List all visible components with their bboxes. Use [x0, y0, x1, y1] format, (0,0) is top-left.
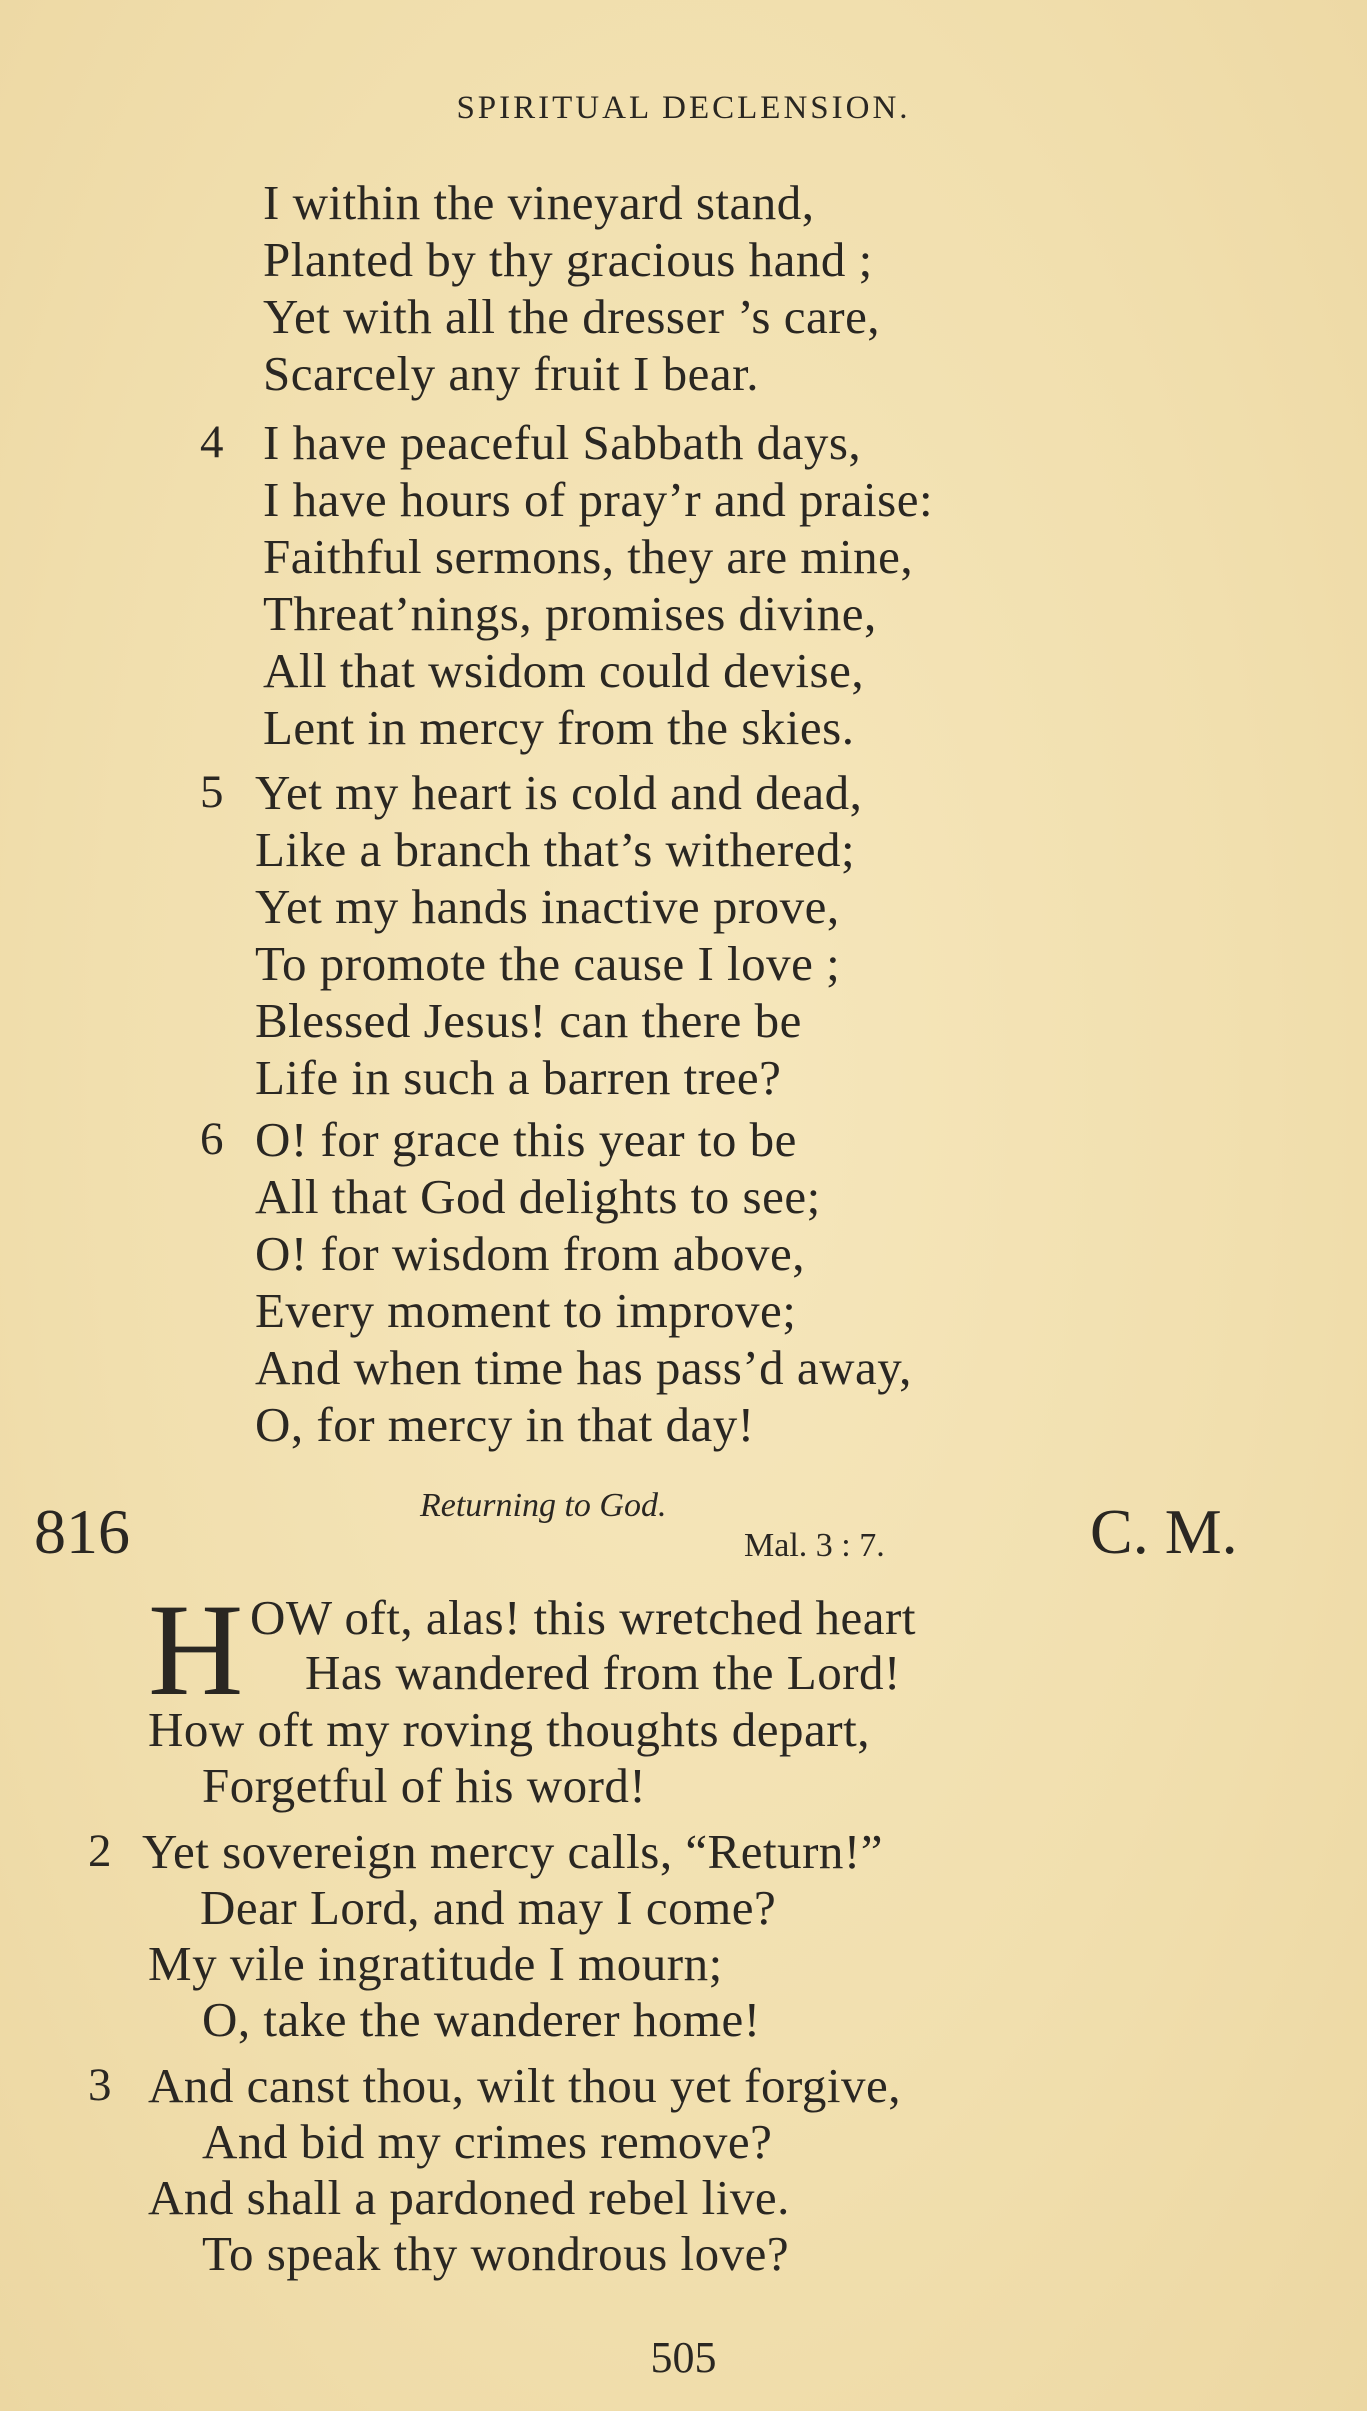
verse-line: And canst thou, wilt thou yet forgive, — [148, 2058, 901, 2113]
verse-line: O! for grace this year to be — [255, 1112, 797, 1167]
verse-line: And when time has pass’d away, — [255, 1340, 912, 1395]
verse-line: And shall a pardoned rebel live. — [148, 2170, 790, 2225]
verse-line: Yet with all the dresser ’s care, — [263, 289, 881, 344]
verse-line: I within the vineyard stand, — [263, 175, 815, 230]
stanza-number: 5 — [200, 766, 224, 818]
verse-line: And bid my crimes remove? — [202, 2114, 773, 2169]
stanza-number: 4 — [200, 416, 224, 468]
verse-line: How oft my roving thoughts depart, — [148, 1702, 870, 1757]
hymn-title: Returning to God. — [420, 1487, 667, 1524]
verse-line: Forgetful of his word! — [202, 1758, 647, 1813]
verse-line: Yet my hands inactive prove, — [255, 879, 840, 934]
verse-line: Scarcely any fruit I bear. — [263, 346, 759, 401]
page-number: 505 — [650, 2333, 717, 2382]
verse-line: All that God delights to see; — [255, 1169, 821, 1224]
verse-line: My vile ingratitude I mourn; — [148, 1936, 723, 1991]
verse-line: O! for wisdom from above, — [255, 1226, 806, 1281]
stanza-number: 3 — [88, 2059, 112, 2111]
verse-line: To speak thy wondrous love? — [202, 2226, 790, 2281]
verse-line: Lent in mercy from the skies. — [263, 700, 855, 755]
verse-line: OW oft, alas! this wretched heart — [250, 1590, 916, 1645]
verse-line: O, for mercy in that day! — [255, 1397, 755, 1452]
verse-line: I have peaceful Sabbath days, — [263, 415, 862, 470]
hymn-number: 816 — [34, 1496, 130, 1567]
stanza-number: 6 — [200, 1113, 224, 1165]
verse-line: Planted by thy gracious hand ; — [263, 232, 873, 287]
verse-line: Dear Lord, and may I come? — [200, 1880, 777, 1935]
verse-line: Blessed Jesus! can there be — [255, 993, 802, 1048]
verse-line: Yet my heart is cold and dead, — [255, 765, 863, 820]
drop-cap: H — [148, 1576, 244, 1723]
verse-line: Has wandered from the Lord! — [305, 1645, 901, 1700]
verse-line: Faithful sermons, they are mine, — [263, 529, 914, 584]
running-head: SPIRITUAL DECLENSION. — [456, 90, 911, 126]
verse-line: Threat’nings, promises divine, — [263, 586, 877, 641]
verse-line: I have hours of pray’r and praise: — [263, 472, 934, 527]
verse-line: O, take the wanderer home! — [202, 1992, 761, 2047]
stanza-number: 2 — [88, 1825, 112, 1877]
hymn-meter: C. M. — [1090, 1496, 1238, 1567]
verse-line: All that wsidom could devise, — [263, 643, 865, 698]
verse-line: Like a branch that’s withered; — [255, 822, 856, 877]
verse-line: Life in such a barren tree? — [255, 1050, 782, 1105]
verse-line: To promote the cause I love ; — [255, 936, 841, 991]
verse-line: Every moment to improve; — [255, 1283, 797, 1338]
scripture-reference: Mal. 3 : 7. — [744, 1527, 885, 1564]
verse-line: Yet sovereign mercy calls, “Return!” — [142, 1824, 883, 1879]
